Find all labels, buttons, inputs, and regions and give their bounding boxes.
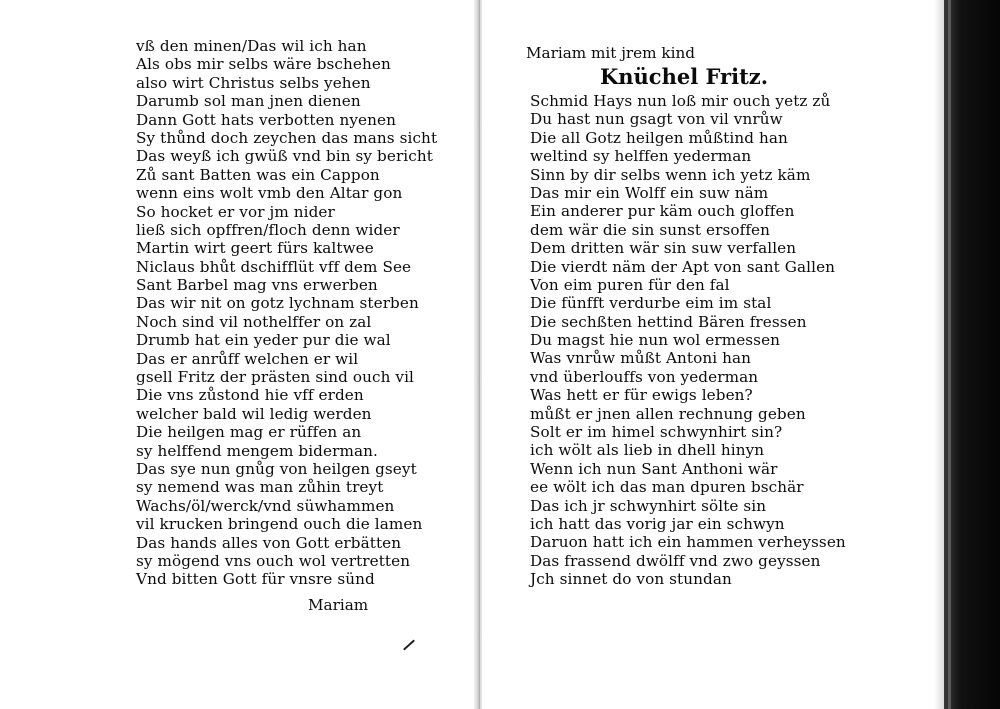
verse-line: wenn eins wolt vmb den Altar gon — [136, 184, 403, 203]
verse-line: Darumb sol man jnen dienen — [136, 92, 361, 111]
verse-line: vß den minen/Das wil ich han — [136, 37, 367, 55]
verse-line: ließ sich opffren/floch denn wider — [136, 220, 400, 239]
verse-line: Solt er im himel schwynhirt sin? — [530, 423, 783, 442]
verse-line: gsell Fritz der prästen sind ouch vil — [136, 368, 414, 387]
verse-line: Dann Gott hats verbotten nyenen — [136, 110, 396, 129]
verse-line: sy nemend was man zůhin treyt — [136, 478, 384, 497]
left-page-text — [136, 37, 437, 589]
right-page-text — [530, 92, 846, 589]
verse-line: Du hast nun gsagt von vil vnrůw — [530, 110, 783, 129]
verse-line: Das wir nit on gotz lychnam sterben — [136, 294, 419, 313]
verse-line: Die all Gotz heilgen můßtind han — [530, 128, 788, 147]
verse-line: also wirt Christus selbs yehen — [136, 73, 371, 92]
verse-line: So hocket er vor jm nider — [136, 202, 335, 221]
stray-ink-mark — [403, 640, 415, 651]
verse-line: ee wölt ich das man dpuren bschär — [530, 478, 804, 497]
verse-line: Die vierdt näm der Apt von sant Gallen — [530, 257, 836, 276]
verse-line: Sinn by dir selbs wenn ich yetz käm — [530, 165, 811, 184]
verse-line: můßt er jnen allen rechnung geben — [530, 404, 806, 423]
verse-line: ich wölt als lieb in dhell hinyn — [530, 441, 765, 460]
verse-line: vnd überlouffs von yederman — [530, 367, 759, 386]
verse-line: Sant Barbel mag vns erwerben — [136, 276, 378, 295]
verse-line: Vnd bitten Gott für vnsre sünd — [136, 570, 375, 589]
verse-line: Wachs/öl/werck/vnd süwhammen — [136, 496, 395, 515]
verse-line: Wenn ich nun Sant Anthoni wär — [530, 459, 778, 478]
verse-line: Das sye nun gnůg von heilgen gseyt — [136, 459, 417, 478]
verse-line: Das hands alles von Gott erbätten — [136, 533, 402, 552]
verse-line: Ein anderer pur käm ouch gloffen — [530, 202, 795, 221]
verse-line: Was vnrůw můßt Antoni han — [530, 349, 752, 368]
verse-line: Schmid Hays nun loß mir ouch yetz zů — [530, 92, 831, 110]
verse-line: ich hatt das vorig jar ein schwyn — [530, 514, 785, 533]
verse-line: vil krucken bringend ouch die lamen — [136, 515, 423, 534]
verse-line: Die heilgen mag er rüffen an — [136, 423, 362, 442]
verse-line: Die fünfft verdurbe eim im stal — [530, 294, 772, 313]
verse-line: welcher bald wil ledig werden — [136, 404, 372, 423]
verse-line: Zů sant Batten was ein Cappon — [136, 165, 380, 184]
speaker-cue: Mariam — [308, 596, 369, 614]
speaker-heading: Knüchel Fritz. — [600, 64, 769, 89]
verse-line: Martin wirt geert fürs kaltwee — [136, 239, 374, 258]
verse-line: Drumb hat ein yeder pur die wal — [136, 331, 391, 350]
verse-line: Dem dritten wär sin suw verfallen — [530, 239, 797, 258]
verse-line: dem wär die sin sunst ersoffen — [530, 220, 771, 239]
verse-line: Das weyß ich gwüß vnd bin sy bericht — [136, 147, 433, 166]
verse-line: Als obs mir selbs wäre bschehen — [136, 55, 391, 74]
stage-direction: Mariam mit jrem kind — [526, 44, 695, 62]
verse-line: Noch sind vil nothelffer on zal — [136, 312, 372, 331]
verse-line: weltind sy helffen yederman — [530, 147, 752, 166]
page-edge-shadow — [934, 0, 944, 709]
verse-line: sy mögend vns ouch wol vertretten — [136, 551, 411, 570]
verse-line: Sy thůnd doch zeychen das mans sicht — [136, 128, 438, 147]
verse-line: Du magst hie nun wol ermessen — [530, 331, 781, 350]
verse-line: sy helffend mengem biderman. — [136, 441, 378, 460]
left-page — [0, 0, 478, 709]
verse-line: Das mir ein Wolff ein suw näm — [530, 183, 769, 202]
verse-line: Das er anrůff welchen er wil — [136, 349, 359, 368]
verse-line: Das frassend dwölff vnd zwo geyssen — [530, 551, 821, 570]
verse-line: Das ich jr schwynhirt sölte sin — [530, 496, 767, 515]
verse-line: Jch sinnet do von stundan — [530, 570, 732, 589]
verse-line: Von eim puren für den fal — [530, 275, 730, 294]
verse-line: Daruon hatt ich ein hammen verheyssen — [530, 533, 846, 552]
verse-line: Niclaus bhůt dschifflüt vff dem See — [136, 257, 412, 276]
verse-line: Die sechßten hettind Bären fressen — [530, 312, 807, 331]
verse-line: Was hett er für ewigs leben? — [530, 386, 753, 405]
book-cover-edge — [944, 0, 1000, 709]
verse-line: Die vns zůstond hie vff erden — [136, 386, 364, 405]
